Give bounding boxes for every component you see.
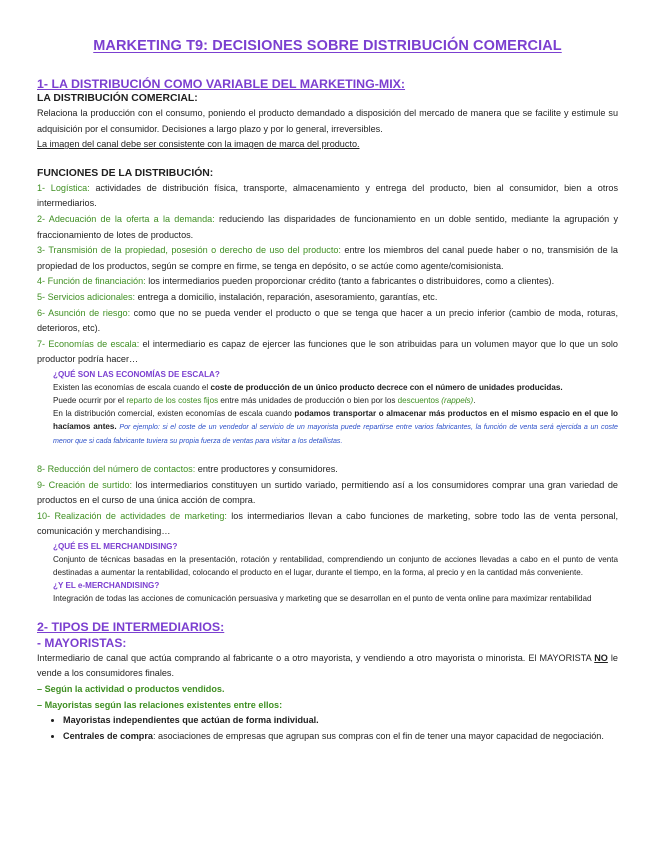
function-4 [37,274,618,290]
function-1-term: 1- Logística: [37,182,90,193]
answer-bold: coste de producción de un único producto decrece con el número de unidades producidas. [210,382,563,392]
answer-green: reparto de los costes fijos [126,395,219,405]
function-9-term: 9- Creación de surtido: [37,479,133,490]
answer-economias-escala-1 [53,381,618,407]
function-9-text: los intermediarios constituyen un surtido variado, permitiendo así a los consumidores comprar una gran variedad de productos en el curso de una única acción de compra. [37,479,618,506]
function-5-term: 5- Servicios adicionales: [37,291,136,302]
question-merchandising: ¿QUÉ ES EL MERCHANDISING? [53,541,178,551]
answer-text: . [473,395,476,405]
list-item-term: Centrales de compra [63,730,153,741]
function-4-term: 4- Función de financiación: [37,276,146,287]
answer-text: Existen las economías de escala cuando el [53,382,211,392]
section-2-heading: 2- TIPOS DE INTERMEDIARIOS: [37,619,225,634]
function-10-term: 10- Realización de actividades de marketing: [37,510,227,521]
function-2-term: 2- Adecuación de la oferta a la demanda: [37,213,215,224]
function-1-text: actividades de distribución física, transporte, almacenamiento y entrega del producto, bien al consumidor, bien a otros intermediarios. [37,182,618,209]
function-2-text: reduciendo las disparidades de funcionamiento en un doble sentido, mediante la agrupación y fraccionamiento de lotes de productos. [37,213,618,240]
function-4-text: los intermediarios pueden proporcionar crédito (tanto a fabricantes o distribuidores, como a clientes). [145,276,555,287]
function-9 [37,478,618,509]
function-7 [37,337,618,368]
paragraph-channel-image: La imagen del canal debe ser consistente con la imagen de marca del producto. [37,139,360,150]
answer-bold: podamos transportar o almacenar más productos en el mismo espacio en el que lo hacíamos antes. [53,408,619,431]
paragraph-mayorista [37,651,618,682]
subheading-funciones: FUNCIONES DE LA DISTRIBUCIÓN: [37,167,214,179]
group-relaciones: – Mayoristas según las relaciones existentes entre ellos: [37,699,283,710]
function-8-text: entre productores y consumidores. [195,463,338,474]
answer-text: En la distribución comercial, existen economías de escala cuando [53,408,295,418]
function-6-term: 6- Asunción de riesgo: [37,307,131,318]
function-6 [37,306,618,337]
answer-economias-escala-2 [53,407,618,448]
document-title: MARKETING T9: DECISIONES SOBRE DISTRIBUCIÓN COMERCIAL [93,38,562,54]
answer-e-merchandising: Integración de todas las acciones de comunicación persuasiva y marketing que se desarrollan en el punto de venta online para maximizar rentabilidad [53,593,592,603]
mayoristas-list [37,713,618,744]
answer-example: Por ejemplo: si el coste de un vendedor al servicio de un mayorista puede repartirse entre varios fabricantes, la función de venta será ejercida a un coste menor que si cada fabricante tuviera su propia fuerza de ventas para visitar a los detallistas. [53,422,618,445]
subheading-distribucion-comercial: LA DISTRIBUCIÓN COMERCIAL: [37,93,198,104]
function-10-text: los intermediarios llevan a cabo funciones de marketing, sobre todo las de venta personal, comunicación y merchandising… [37,510,619,537]
function-2 [37,212,618,243]
function-8 [37,462,618,478]
answer-text: entre más unidades de producción o bien por los [218,395,398,405]
function-3-text: entre los miembros del canal puede haber o no, transmisión de la propiedad de los productos, según se compre en firme, se tenga en depósito, o se actúe como agente/comisionista. [37,245,618,271]
function-1 [37,181,618,212]
answer-text: Puede ocurrir por el [53,395,127,405]
subheading-mayoristas: - MAYORISTAS: [37,635,127,650]
section-1-heading: 1- LA DISTRIBUCIÓN COMO VARIABLE DEL MARKETING-MIX: [37,77,406,91]
paragraph-definition: Relaciona la producción con el consumo, poniendo el producto demandado a disposición del mercado de manera que se facilite y estimule su adquisición por el consumidor. Decisiones a largo plazo y por lo general, irreversibles. [37,108,618,134]
list-item-text: : asociaciones de empresas que agrupan sus compras con el fin de tener una mayor capacidad de negociación. [152,730,604,741]
function-7-text: el intermediario es capaz de ejercer las funciones que le son atribuidas para un volumen mayor que lo que un solo productor podría hacer… [37,338,618,365]
function-5-text: entrega a domicilio, instalación, reparación, asesoramiento, garantías, etc. [135,291,438,302]
function-8-term: 8- Reducción del número de contactos: [37,463,196,474]
list-item-text: Mayoristas independientes que actúan de forma individual. [63,715,319,726]
paragraph-text: le vende a los consumidores finales. [37,652,618,679]
answer-merchandising: Conjunto de técnicas basadas en la presentación, rotación y rentabilidad, comprendiendo un conjunto de acciones llevadas a cabo en el punto de venta destinadas a aumentar la rentabilidad, colocando el producto en el lugar, durante el tiempo, en la forma, al precio y en la cantidad más conveniente. [53,554,618,577]
list-item [63,713,618,729]
function-3 [37,243,618,274]
list-item [63,729,618,745]
answer-green: descuentos [397,395,440,405]
group-actividad: – Según la actividad o productos vendidos. [37,684,225,695]
paragraph-no: NO [594,652,608,663]
function-10 [37,509,618,540]
function-3-term: 3- Transmisión de la propiedad, posesión o derecho de uso del producto: [37,245,341,256]
question-e-merchandising: ¿Y EL e-MERCHANDISING? [53,580,160,590]
question-economias-escala: ¿QUÉ SON LAS ECONOMÍAS DE ESCALA? [53,369,220,379]
function-7-term: 7- Economías de escala: [37,338,140,349]
answer-green-italic: (rappels) [439,395,474,405]
paragraph-text: Intermediario de canal que actúa comprando al fabricante o a otro mayorista, y vendiendo a otro mayorista o minorista. El MAYORISTA [37,652,595,663]
function-6-text: como que no se pueda vender el producto o que se tenga que hacer a un precio inferior (cambio de moda, roturas, deterioros, etc). [37,307,618,334]
function-5 [37,290,618,306]
